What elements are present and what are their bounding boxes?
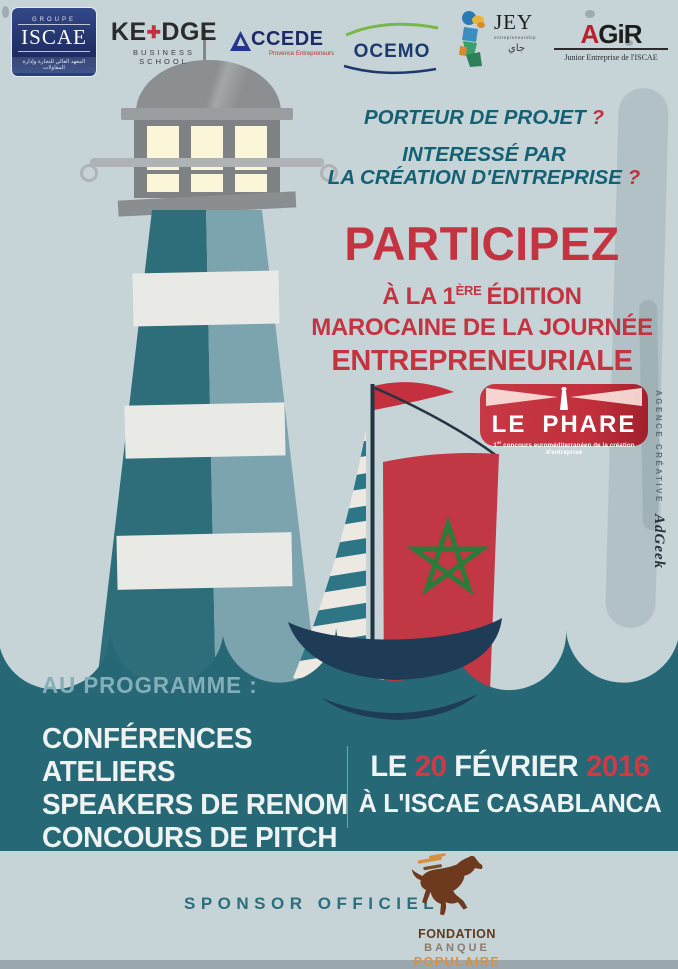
logo-ocemo (340, 22, 444, 81)
date-month: FÉVRIER (454, 750, 579, 783)
edition-pre: À LA 1 (382, 283, 456, 310)
jey-subtitle: entrepreneurship (494, 35, 537, 40)
accede-triangle-icon (230, 31, 251, 51)
intro-line1: PORTEUR DE PROJET (364, 106, 586, 129)
edition-sup: ÈRE (455, 283, 482, 298)
date-year: 2016 (586, 750, 650, 783)
intro-questions (318, 106, 650, 189)
le-phare-logo (480, 384, 648, 457)
headline-block (308, 216, 656, 378)
iscae-name: ISCAE (18, 24, 90, 52)
jey-arabic: جاي (508, 43, 526, 54)
kedge-plus-icon: ✚ (146, 23, 162, 42)
date-le: LE (370, 750, 407, 783)
programme-item: CONFÉRENCES (42, 723, 253, 755)
ocemo-arc-top-icon (340, 22, 444, 36)
accede-name: CCEDE (251, 28, 324, 50)
agir-subtitle: Junior Entreprise de l'ISCAE (564, 53, 658, 62)
headline-participez: PARTICIPEZ (344, 217, 620, 270)
jey-figure-icon (458, 10, 488, 68)
iscae-groupe-label: GROUPE (31, 17, 76, 23)
programme-item: ATELIERS (42, 756, 176, 788)
headline-line3: ENTREPRENEURIALE (331, 345, 633, 377)
fondation-label: FONDATION (418, 927, 496, 941)
question-mark: ? (627, 166, 641, 189)
date-day: 20 (414, 750, 447, 783)
accede-subtitle: Provence Entrepreneurs (268, 51, 334, 57)
lighthouse-beam-icon (480, 384, 648, 410)
agir-gir: GiR (598, 19, 642, 49)
intro-line3: LA CRÉATION D'ENTREPRISE (327, 166, 622, 189)
lephare-le: LE (491, 411, 527, 438)
lephare-tag-num: 1 (493, 442, 497, 450)
ocemo-arc-bottom-icon (340, 64, 444, 76)
event-date-block (357, 750, 664, 819)
logo-iscae (12, 8, 96, 76)
agency-name: AdGeek (651, 513, 667, 569)
lephare-tagline: concours euroméditerranéen de la création d'entreprise (503, 442, 635, 457)
headline-line2: MAROCAINE DE LA JOURNÉE (311, 314, 653, 341)
ocemo-name: OCEMO (353, 41, 431, 62)
logo-agir (552, 19, 670, 62)
agir-a: A (580, 19, 599, 49)
logo-kedge (106, 18, 222, 66)
programme-title: AU PROGRAMME : (42, 672, 258, 698)
intro-line2: INTERESSÉ PAR (402, 143, 566, 166)
programme-item: SPEAKERS DE RENOM (42, 789, 349, 821)
logo-jey (458, 10, 566, 68)
agency-label: AGENCE CRÉATIVE (654, 390, 663, 504)
sponsor-label: SPONSOR OFFICIEL (184, 894, 440, 913)
jey-name: JEY (494, 10, 534, 34)
question-mark: ? (591, 106, 604, 129)
lephare-tag-sup: er (496, 440, 502, 445)
logo-fondation-banque-populaire (396, 854, 518, 969)
kedge-part2: DGE (161, 18, 218, 46)
logo-accede (230, 28, 334, 57)
vertical-divider (347, 746, 348, 828)
kedge-subtitle: BUSINESS SCHOOL (133, 48, 195, 66)
programme-block (42, 672, 361, 855)
iscae-arabic-tagline: المعهد العالي للتجارة وإدارة المقاولات (12, 57, 96, 73)
event-location: À L'ISCAE CASABLANCA (358, 788, 662, 818)
programme-item: CONCOURS DE PITCH (42, 822, 338, 854)
programme-list (42, 723, 348, 855)
populaire-label: POPULAIRE (413, 955, 501, 969)
kedge-part1: KE (110, 18, 147, 46)
banque-label: BANQUE (424, 942, 490, 954)
horse-icon (405, 854, 509, 920)
edition-post: ÉDITION (486, 283, 582, 310)
lephare-phare: PHARE (542, 411, 637, 438)
